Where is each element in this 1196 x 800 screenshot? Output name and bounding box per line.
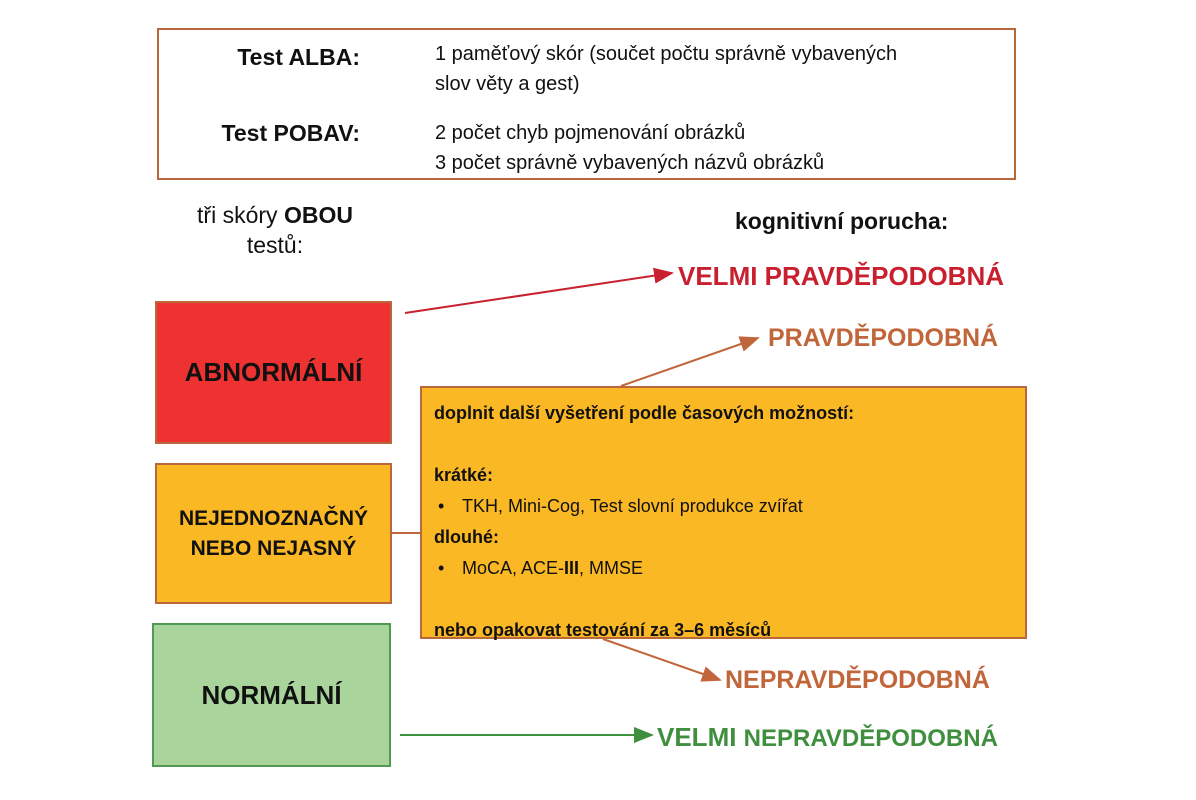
short-item-text: TKH, Mini-Cog, Test slovní produkce zvířat <box>462 496 803 516</box>
pobav-description <box>435 118 824 178</box>
alba-line-2: slov věty a gest) <box>435 73 580 95</box>
outcome-likely: PRAVDĚPODOBNÁ <box>768 324 999 352</box>
short-label: krátké: <box>434 465 494 485</box>
result-unclear-box <box>155 463 392 604</box>
left-heading-part2: OBOU <box>283 202 353 228</box>
left-heading-part1: tři skóry <box>197 202 284 228</box>
further-examination-box <box>420 386 1027 639</box>
alba-description <box>435 39 897 99</box>
long-item-text-a: MoCA, ACE- <box>462 558 565 578</box>
arrow-further-to-likely <box>621 338 758 386</box>
outcome-very-unlikely-b: NEPRAVDĚPODOBNÁ <box>743 725 998 752</box>
bullet-long: • <box>438 558 445 578</box>
left-heading-part3: testů: <box>246 232 304 258</box>
result-normal-label: NORMÁLNÍ <box>201 679 342 710</box>
result-abnormal-box <box>155 301 392 444</box>
left-heading <box>155 200 395 260</box>
long-item-text-b: III <box>564 558 580 578</box>
pobav-line-1: 2 počet chyb pojmenování obrázků <box>435 122 746 144</box>
result-abnormal-label: ABNORMÁLNÍ <box>184 357 363 387</box>
alba-label: Test ALBA: <box>237 44 360 70</box>
outcome-very-unlikely <box>657 722 998 753</box>
repeat-text-b: 3–6 <box>674 620 705 640</box>
result-normal-box <box>152 623 391 767</box>
long-item <box>434 553 1013 584</box>
repeat-text-a: nebo opakovat testování za <box>434 620 675 640</box>
repeat-text-c: měsíců <box>704 620 772 640</box>
long-item-text-c: , MMSE <box>579 558 644 578</box>
pobav-label: Test POBAV: <box>221 120 360 146</box>
result-unclear-line-2: NEBO NEJASNÝ <box>190 536 357 560</box>
result-unclear-line-1: NEJEDNOZNAČNÝ <box>178 506 369 530</box>
outcome-very-likely: VELMI PRAVDĚPODOBNÁ <box>678 261 1004 291</box>
outcome-unlikely: NEPRAVDĚPODOBNÁ <box>725 666 990 694</box>
outcome-very-unlikely-a: VELMI <box>657 722 744 752</box>
pobav-line-2: 3 počet správně vybavených názvů obrázků <box>435 152 825 174</box>
bullet-short: • <box>438 496 445 516</box>
arrow-abnormal-to-very-likely <box>405 273 672 313</box>
right-heading: kognitivní porucha: <box>735 208 949 234</box>
alba-line-1: 1 paměťový skór (součet počtu správně vybavených <box>435 43 898 65</box>
further-title: doplnit další vyšetření podle časových možností: <box>434 403 855 423</box>
short-item <box>434 491 1013 522</box>
repeat-testing <box>434 615 1013 646</box>
long-label: dlouhé: <box>434 527 499 547</box>
